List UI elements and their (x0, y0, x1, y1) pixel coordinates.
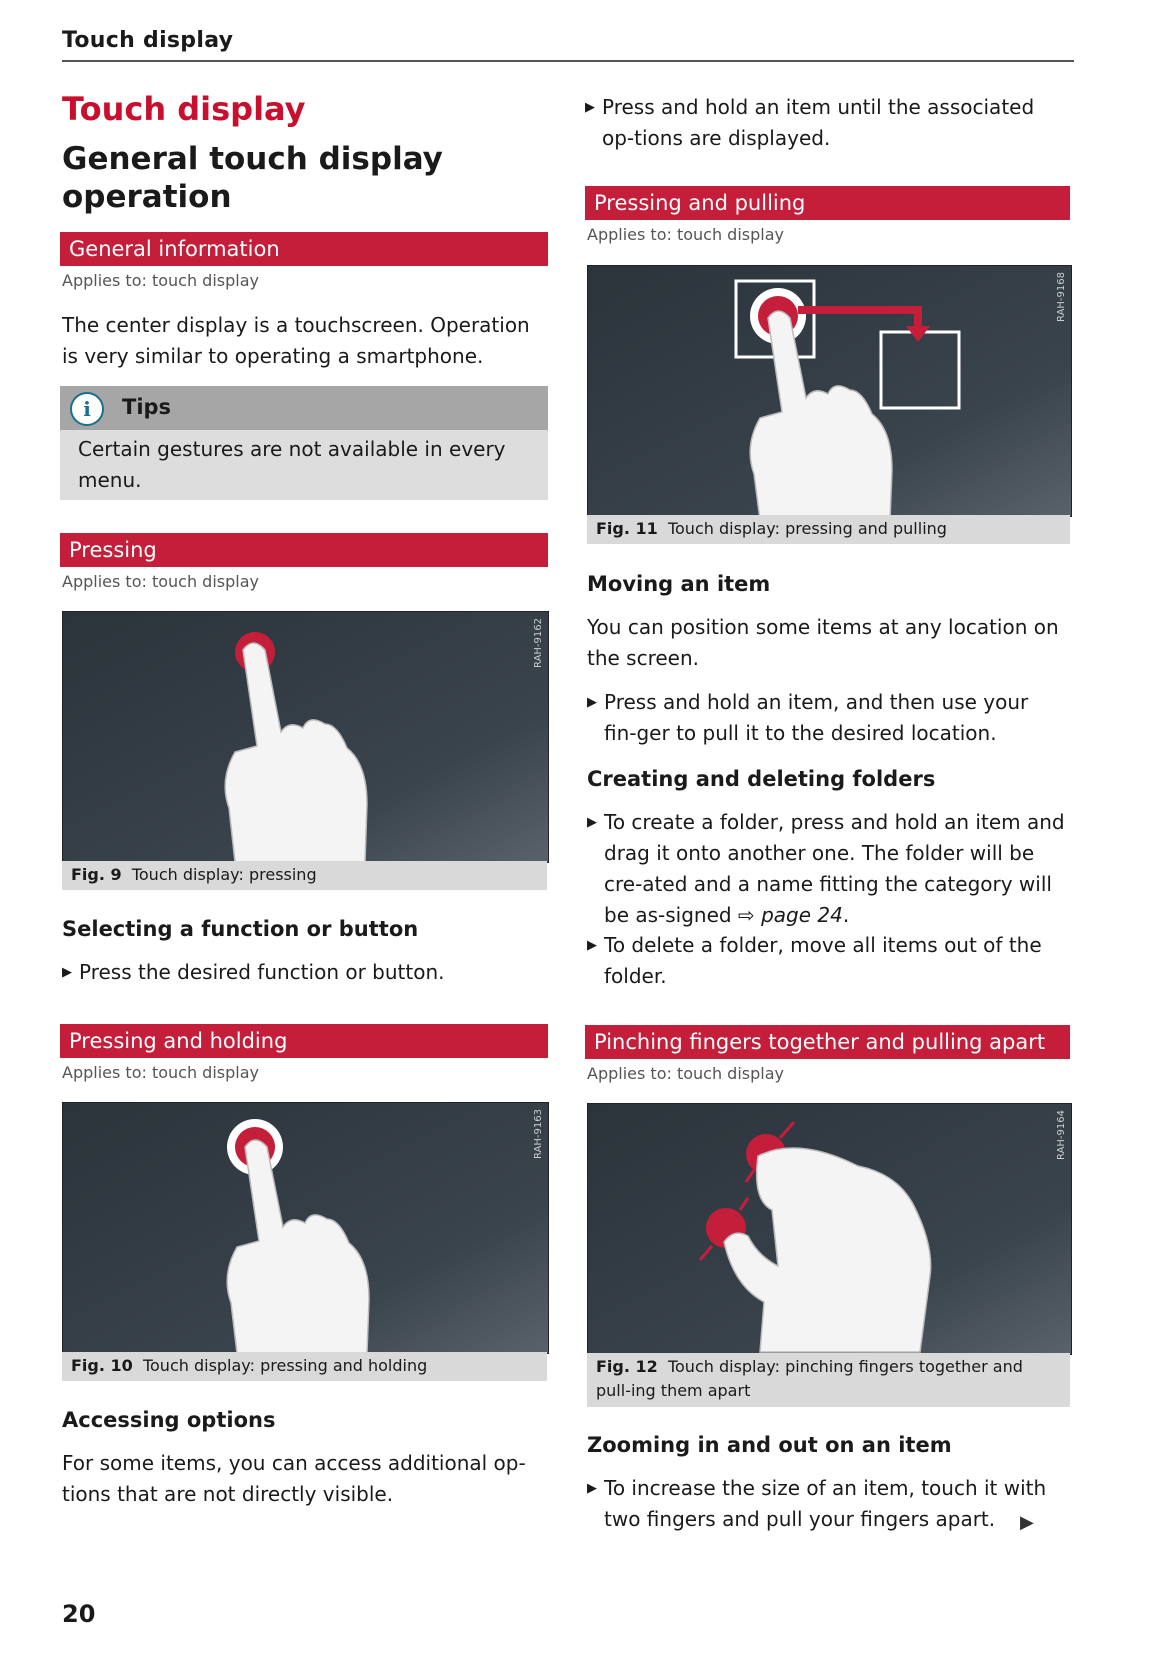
figure-label: Fig. 9 (71, 865, 122, 884)
page-reference-link[interactable]: ⇨ page 24 (737, 903, 843, 927)
figure-caption-text: Touch display: pressing (131, 865, 317, 884)
applies-pressing: Applies to: touch display (62, 572, 259, 591)
triangle-bullet-icon: ▶ (587, 695, 597, 710)
figure-label: Fig. 11 (596, 519, 658, 538)
figure-11-caption (587, 515, 1070, 544)
tips-title: Tips (122, 395, 172, 419)
subheading-accessing: Accessing options (62, 1408, 276, 1432)
subheading-zooming: Zooming in and out on an item (587, 1433, 952, 1457)
figure-label: Fig. 12 (596, 1357, 658, 1376)
section-title: Touch display (62, 90, 306, 128)
figure-12-caption (587, 1353, 1070, 1407)
figure-code: RAH-9162 (533, 618, 544, 668)
tips-header (60, 386, 548, 430)
figure-11 (587, 265, 1072, 517)
moving-text: You can position some items at any location on the screen. (587, 615, 1059, 670)
triangle-bullet-icon: ▶ (587, 1481, 597, 1496)
triangle-bullet-icon: ▶ (587, 815, 597, 830)
bullet-text: To increase the size of an item, touch it with two fingers and pull your fingers apart. (604, 1476, 1047, 1531)
figure-9 (62, 611, 549, 863)
page-title: General touch display operation (62, 141, 443, 215)
figure-10 (62, 1102, 549, 1354)
applies-pulling: Applies to: touch display (587, 225, 784, 244)
general-information-bar: General information (60, 232, 548, 266)
bullet-text: Press and hold an item, and then use your fin-ger to pull it to the desired location. (604, 690, 1029, 745)
page-number: 20 (62, 1600, 96, 1628)
figure-9-caption (62, 861, 547, 890)
figure-code: RAH-9163 (533, 1109, 544, 1159)
triangle-bullet-icon: ▶ (585, 100, 595, 115)
applies-pinching: Applies to: touch display (587, 1064, 784, 1083)
bullet-item (62, 957, 542, 988)
figure-caption-text: Touch display: pinching fingers together and pull-ing them apart (596, 1357, 1023, 1400)
pressing-bar: Pressing (60, 533, 548, 567)
accessing-text: For some items, you can access additional op-tions that are not directly visible. (62, 1451, 526, 1506)
triangle-bullet-icon: ▶ (587, 938, 597, 953)
header-rule (62, 60, 1074, 62)
figure-12 (587, 1103, 1072, 1355)
bullet-text: To create a folder, press and hold an item and drag it onto another one. The folder will be cre-ated and a name fitting the category will be as-signed (604, 810, 1065, 927)
figure-code: RAH-9164 (1056, 1110, 1067, 1160)
bullet-item (587, 687, 1067, 749)
bullet-text: Press and hold an item until the associated op-tions are displayed. (602, 95, 1035, 150)
general-text: The center display is a touchscreen. Operation is very similar to operating a smartphone. (62, 313, 530, 368)
bullet-text-end: . (842, 903, 850, 927)
figure-caption-text: Touch display: pressing and holding (142, 1356, 428, 1375)
running-title: Touch display (62, 28, 234, 53)
subheading-moving: Moving an item (587, 572, 771, 596)
pressing-pulling-bar: Pressing and pulling (585, 186, 1070, 220)
figure-code: RAH-9168 (1056, 272, 1067, 322)
bullet-item (587, 807, 1067, 931)
bullet-text: To delete a folder, move all items out of the folder. (604, 933, 1042, 988)
bullet-item (585, 92, 1065, 154)
applies-general: Applies to: touch display (62, 271, 259, 290)
bullet-item (587, 1473, 1067, 1535)
tips-body (60, 430, 548, 500)
triangle-bullet-icon: ▶ (62, 965, 72, 980)
figure-caption-text: Touch display: pressing and pulling (667, 519, 947, 538)
info-icon: i (70, 392, 104, 426)
bullet-item (587, 930, 1067, 992)
applies-holding: Applies to: touch display (62, 1063, 259, 1082)
pinching-bar: Pinching fingers together and pulling apart (585, 1025, 1070, 1059)
figure-label: Fig. 10 (71, 1356, 133, 1375)
bullet-text: Press the desired function or button. (79, 960, 445, 984)
continue-arrow-icon: ▶ (1020, 1512, 1034, 1533)
figure-10-caption (62, 1352, 547, 1381)
subheading-selecting: Selecting a function or button (62, 917, 419, 941)
pressing-holding-bar: Pressing and holding (60, 1024, 548, 1058)
subheading-folders: Creating and deleting folders (587, 767, 936, 791)
tips-text: Certain gestures are not available in every menu. (78, 437, 506, 492)
